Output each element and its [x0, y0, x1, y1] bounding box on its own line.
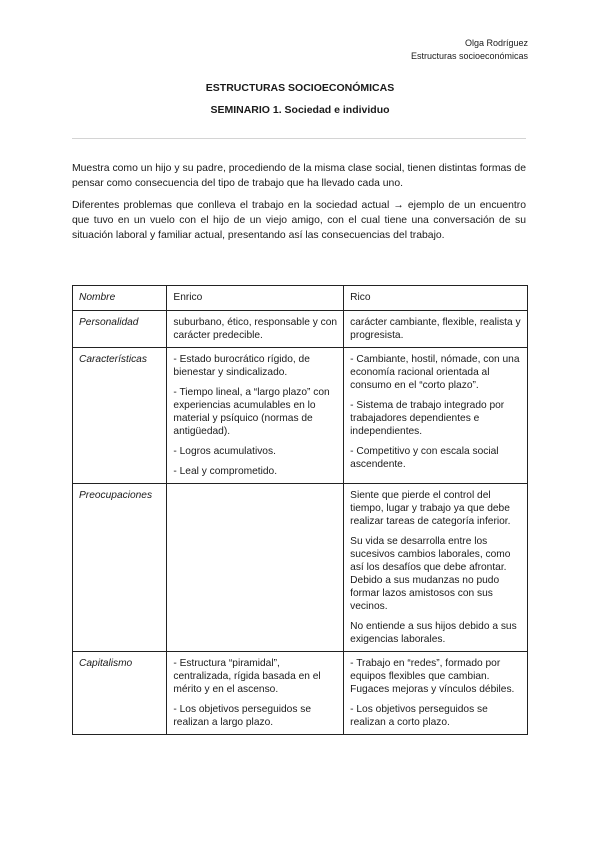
table-row: [73, 484, 528, 652]
header-nombre: Nombre: [73, 286, 167, 311]
enrico-cell: [167, 484, 344, 652]
cell-text: - Tiempo lineal, a “largo plazo” con experiencias acumulables en lo material y psíquico (normas de antigüedad).: [173, 387, 330, 437]
table-header-row: [73, 286, 528, 311]
cell-text: Su vida se desarrolla entre los sucesivos cambios laborales, como así los desafíos que debe afrontar. Debido a sus mudanzas no pudo formar lazos amistosos con sus vecinos.: [350, 536, 511, 612]
enrico-cell: [167, 311, 344, 348]
table-row: [73, 348, 528, 484]
cell-text: suburbano, ético, responsable y con carácter predecible.: [173, 317, 338, 341]
divider: [72, 138, 526, 139]
header-rico: Rico: [344, 286, 528, 311]
rico-cell: [344, 311, 528, 348]
course-name: Estructuras socioeconómicas: [410, 51, 528, 61]
problems-paragraph: Diferentes problemas que conlleva el trabajo en la sociedad actual → ejemplo de un encuentro que tuvo en un vuelo con el hijo de un viejo amigo, con el cual tiene una conversación de su situación laboral y familiar actual, presentando así las consecuencias del trabajo.: [72, 200, 526, 242]
intro-paragraph: Muestra como un hijo y su padre, procediendo de la misma clase social, tienen distintas formas de pensar como consecuencia del tipo de trabajo que ha llevado cada uno.: [72, 163, 526, 190]
cell-text: Siente que pierde el control del tiempo, lugar y trabajo ya que debe realizar tareas de categoría inferior.: [350, 490, 511, 527]
enrico-cell: [167, 348, 344, 484]
enrico-cell: [167, 652, 344, 735]
title-block: [0, 82, 600, 116]
table-row: [73, 311, 528, 348]
row-label: Capitalismo: [73, 652, 167, 735]
table-row: [73, 652, 528, 735]
header-enrico: Enrico: [167, 286, 344, 311]
cell-text: No entiende a sus hijos debido a sus exigencias laborales.: [350, 621, 517, 645]
rico-cell: [344, 652, 528, 735]
seminar-subtitle: SEMINARIO 1. Sociedad e individuo: [210, 104, 390, 116]
cell-text: - Leal y comprometido.: [173, 466, 278, 477]
cell-text: - Estructura “piramidal”, centralizada, rígida basada en el mérito y en el ascenso.: [173, 658, 321, 695]
row-label: Características: [73, 348, 167, 484]
rico-cell: [344, 348, 528, 484]
row-label: Personalidad: [73, 311, 167, 348]
cell-text: - Los objetivos perseguidos se realizan a corto plazo.: [350, 704, 488, 728]
cell-text: - Cambiante, hostil, nómade, con una economía racional orientada al consumo en el “corto plazo”.: [350, 354, 520, 391]
page-header: [411, 37, 528, 63]
document-title: ESTRUCTURAS SOCIOECONÓMICAS: [205, 82, 395, 94]
cell-text: - Estado burocrático rígido, de bienestar y sindicalizado.: [173, 354, 310, 378]
cell-text: - Sistema de trabajo integrado por trabajadores dependientes e independientes.: [350, 400, 505, 437]
cell-text: - Competitivo y con escala social ascendente.: [350, 446, 499, 470]
comparison-table: [72, 285, 528, 735]
row-label: Preocupaciones: [73, 484, 167, 652]
author-name: Olga Rodríguez: [464, 38, 528, 48]
cell-text: - Trabajo en “redes”, formado por equipos flexibles que cambian. Fugaces mejoras y vínculos débiles.: [350, 658, 515, 695]
cell-text: - Los objetivos perseguidos se realizan a largo plazo.: [173, 704, 312, 728]
cell-text: - Logros acumulativos.: [173, 446, 276, 457]
rico-cell: [344, 484, 528, 652]
cell-text: carácter cambiante, flexible, realista y progresista.: [350, 317, 521, 341]
